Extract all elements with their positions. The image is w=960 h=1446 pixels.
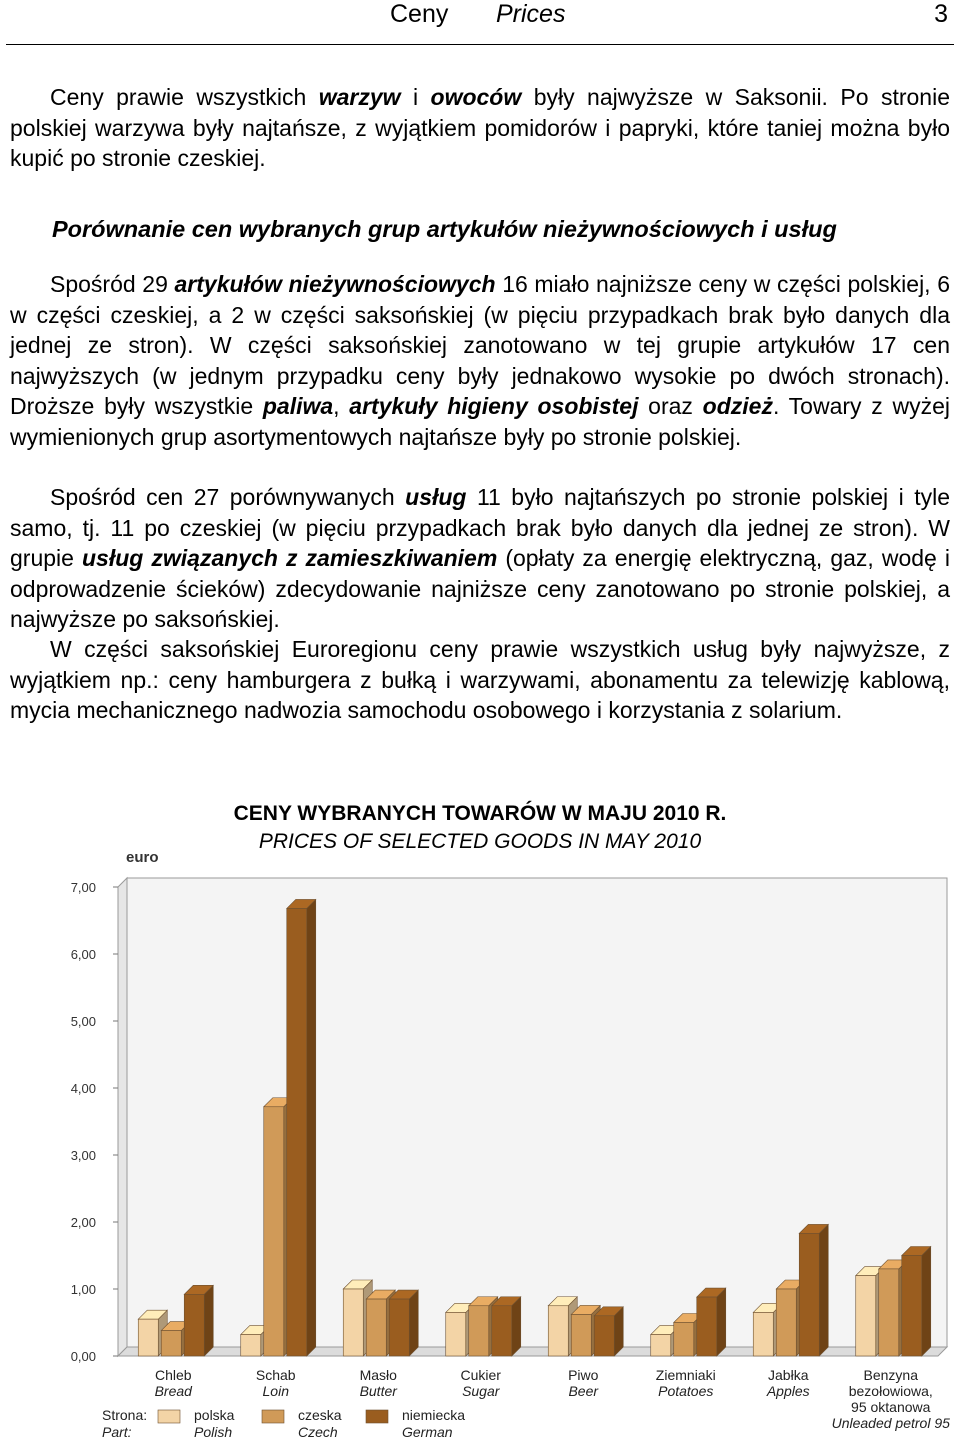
legend-label: Strona: xyxy=(102,1407,148,1423)
x-category-label-en: Butter xyxy=(359,1383,397,1399)
x-category-label-en: Apples xyxy=(766,1383,810,1399)
prices-bar-chart xyxy=(0,790,960,1446)
paragraph-fruits-vegetables: Ceny prawie wszystkich warzyw i owoców były najwyższe w Saksonii. Po stronie polskiej warzywa były najtańsze, z wyjątkiem pomidorów i papryki, które taniej można było kupić po stronie czeskiej. xyxy=(10,84,951,171)
bar-front xyxy=(879,1269,899,1356)
x-category-label: Cukier xyxy=(460,1367,501,1383)
x-category-label: Ziemniaki xyxy=(655,1367,716,1383)
bar-front xyxy=(138,1319,158,1356)
y-tick-label: 0,00 xyxy=(70,1349,96,1364)
header-rule xyxy=(6,44,954,45)
bar-front xyxy=(856,1276,876,1356)
y-axis-unit: euro xyxy=(126,849,159,866)
bar-front xyxy=(264,1107,284,1356)
header-title-pl: Ceny xyxy=(390,0,449,28)
bar-side xyxy=(204,1285,213,1356)
x-category-label: 95 oktanowa xyxy=(851,1399,931,1415)
x-category-label-en: Unleaded petrol 95 xyxy=(831,1415,950,1431)
bar-front xyxy=(161,1331,181,1356)
paragraph-services: Spośród cen 27 porównywanych usług 11 było najtańszych po stronie polskiej i tyle samo, tj. 11 po czeskiej (w pięciu przypadkach brak było danych dla jednej ze stron). W grupie usług związanych z zamieszkiwaniem (opłaty za energię elektryczną, gaz, wodę i odprowadzenie ścieków) zdecydowanie najniższe ceny zanotowano po stronie polskiej, a najwyższe po saksońskiej. xyxy=(10,484,950,632)
chart-subtitle: PRICES OF SELECTED GOODS IN MAY 2010 xyxy=(258,830,702,853)
bar-front xyxy=(389,1299,409,1356)
x-category-label: Masło xyxy=(359,1367,397,1383)
section-heading: Porównanie cen wybranych grup artykułów nieżywnościowych i usług xyxy=(52,216,837,242)
bar-side xyxy=(307,899,316,1356)
bar-front xyxy=(776,1289,796,1356)
bar-side xyxy=(409,1290,418,1356)
x-category-label: bezołowiowa, xyxy=(848,1383,933,1399)
bar-front xyxy=(674,1323,694,1357)
y-tick-label: 4,00 xyxy=(70,1081,96,1096)
legend-series-name: niemiecka xyxy=(402,1407,466,1423)
y-tick-label: 7,00 xyxy=(70,880,96,895)
bar-front xyxy=(753,1312,773,1356)
x-category-label-en: Bread xyxy=(154,1383,192,1399)
page-header xyxy=(0,0,960,46)
bar-front xyxy=(241,1335,261,1356)
legend-series-name-en: Czech xyxy=(298,1424,338,1440)
legend-series-name-en: German xyxy=(402,1424,453,1440)
y-tick-label: 2,00 xyxy=(70,1215,96,1230)
bar-front xyxy=(594,1316,614,1356)
x-category-label-en: Potatoes xyxy=(658,1383,714,1399)
chart-side-wall xyxy=(118,878,127,1356)
bar-front xyxy=(697,1297,717,1356)
bar-front xyxy=(799,1233,819,1356)
legend-swatch xyxy=(262,1410,284,1423)
legend-series-name: polska xyxy=(194,1407,235,1423)
legend-swatch xyxy=(366,1410,388,1423)
bar xyxy=(799,1224,828,1356)
legend-label-en: Part: xyxy=(102,1424,132,1440)
x-category-label: Chleb xyxy=(154,1367,192,1383)
legend-series-name-en: Polish xyxy=(194,1424,233,1440)
chart-legend xyxy=(102,1407,465,1440)
x-category-label-en: Sugar xyxy=(462,1383,500,1399)
bar-side xyxy=(512,1297,521,1356)
y-tick-label: 3,00 xyxy=(70,1148,96,1163)
bar-front xyxy=(469,1306,489,1356)
paragraph-nonfood: Spośród 29 artykułów nieżywnościowych 16 miało najniższe ceny w części polskiej, 6 w części czeskiej, a 2 w części saksońskiej (w pięciu przypadkach brak było danych dla jednej ze stron). W części saksońskiej zanotowano w tej grupie artykułów 17 cen najwyższych (w jednym przypadku ceny były jednakowo wysokie po dwóch stronach). Droższe były wszystkie paliwa, artykuły higieny osobistej oraz odzież. Towary z wyżej wymienionych grup asortymentowych najtańsze były po stronie polskiej. xyxy=(10,271,950,450)
bar xyxy=(287,899,316,1356)
x-category-label: Benzyna xyxy=(863,1367,918,1383)
bar-front xyxy=(287,908,307,1356)
bar-front xyxy=(343,1289,363,1356)
bar-front xyxy=(492,1306,512,1356)
bar-front xyxy=(446,1312,466,1356)
bar-side xyxy=(922,1247,931,1357)
bar-front xyxy=(571,1314,591,1356)
y-tick-label: 1,00 xyxy=(70,1282,96,1297)
legend-swatch xyxy=(158,1410,180,1423)
bar-front xyxy=(651,1335,671,1356)
bar xyxy=(389,1290,418,1356)
chart-title: CENY WYBRANYCH TOWARÓW W MAJU 2010 R. xyxy=(233,802,727,825)
bar-front xyxy=(548,1306,568,1356)
header-title-en: Prices xyxy=(496,0,566,28)
x-category-label: Jabłka xyxy=(768,1367,809,1383)
x-category-label: Piwo xyxy=(568,1367,599,1383)
page-number: 3 xyxy=(934,0,948,28)
bar-side xyxy=(819,1224,828,1356)
y-tick-label: 5,00 xyxy=(70,1014,96,1029)
bar xyxy=(184,1285,213,1356)
bar-front xyxy=(184,1294,204,1356)
x-category-label-en: Beer xyxy=(568,1383,599,1399)
y-tick-label: 6,00 xyxy=(70,947,96,962)
x-category-label: Schab xyxy=(255,1367,296,1383)
bar xyxy=(492,1297,521,1356)
bar-front xyxy=(366,1299,386,1356)
bar xyxy=(902,1247,931,1357)
bar-front xyxy=(902,1256,922,1357)
bar xyxy=(594,1307,623,1356)
legend-series-name: czeska xyxy=(298,1407,342,1423)
bar xyxy=(697,1288,726,1356)
bar-side xyxy=(717,1288,726,1356)
paragraph-saxony: W części saksońskiej Euroregionu ceny prawie wszystkich usług były najwyższe, z wyjątkiem np.: ceny hamburgera z bułką i warzywami, abonamentu za telewizję kablową, mycia mechanicznego nadwozia samochodu osobowego i korzystania z solarium. xyxy=(10,636,950,723)
x-category-label-en: Loin xyxy=(262,1383,289,1399)
